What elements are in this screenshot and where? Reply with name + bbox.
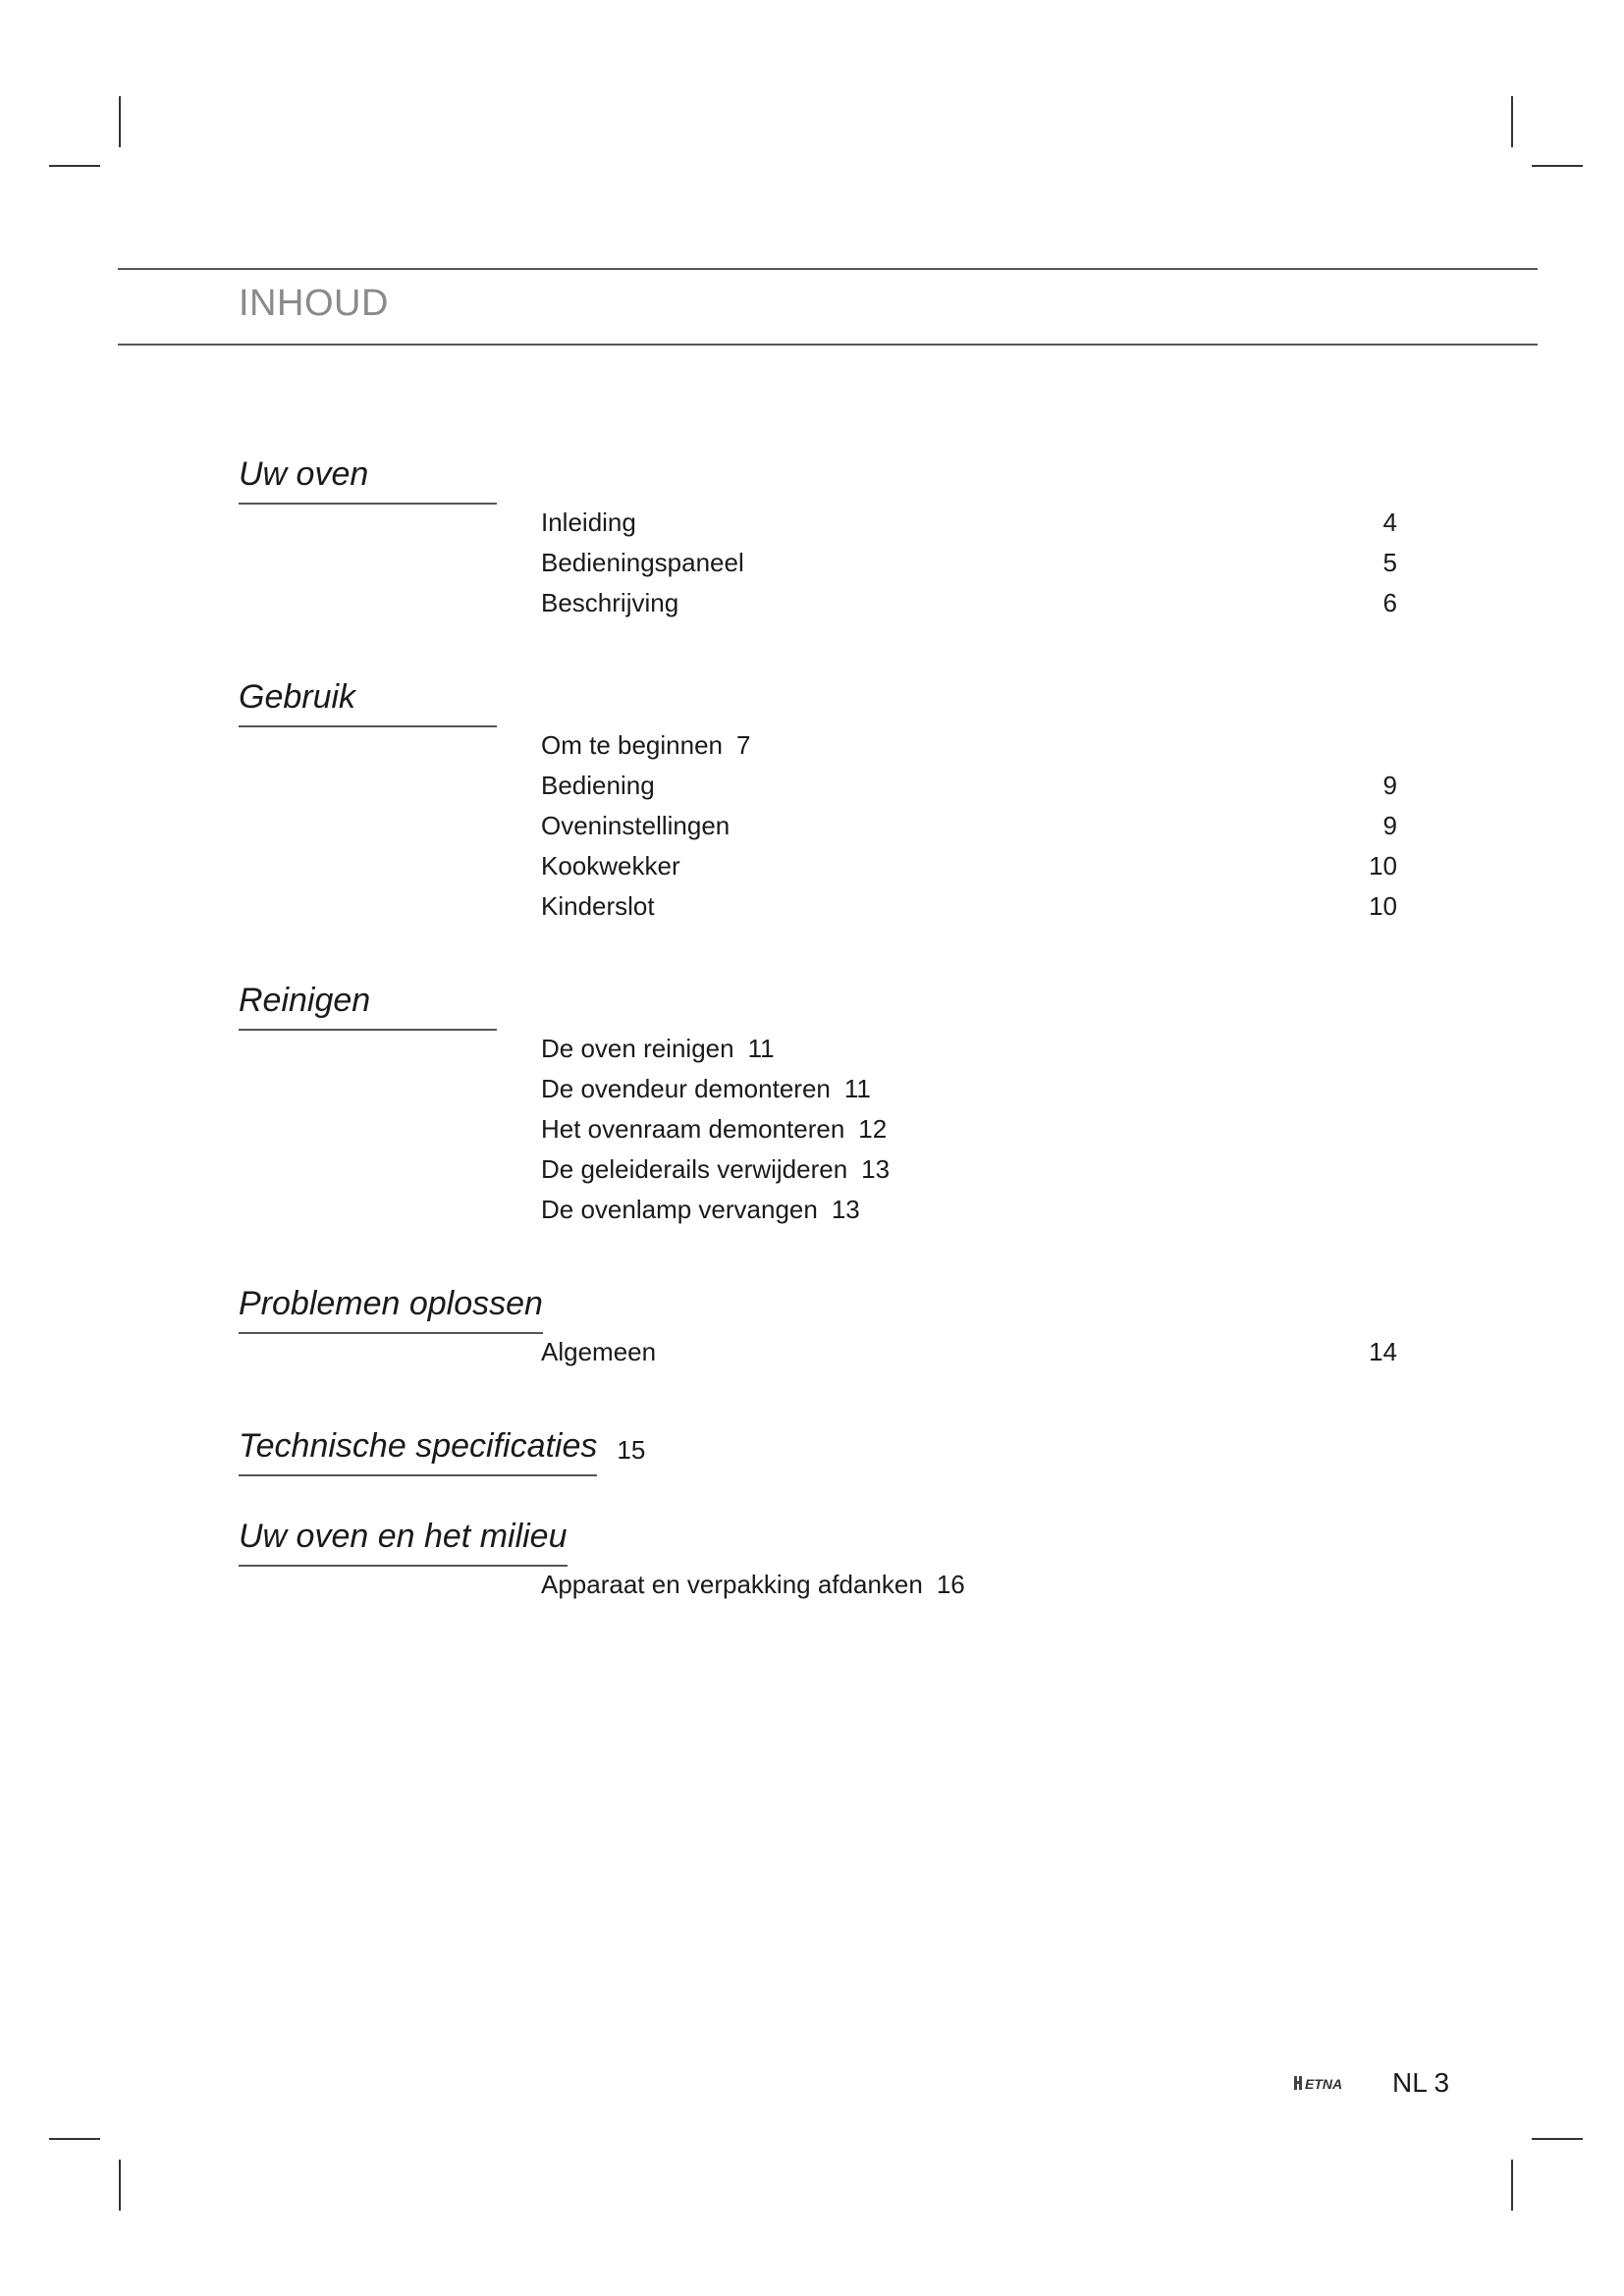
toc-entry-page: 6: [1382, 588, 1397, 617]
toc-entry[interactable]: [541, 503, 1397, 543]
toc-entry-label: Inleiding: [541, 507, 636, 537]
toc-entry-label: De ovendeur demonteren: [541, 1074, 831, 1103]
toc-entry-page: 9: [1382, 811, 1397, 840]
toc-section: [239, 1516, 1397, 1605]
toc-entry[interactable]: [541, 1190, 1397, 1230]
toc-entry-page: 9: [1382, 771, 1397, 800]
table-of-contents: [239, 454, 1397, 1658]
toc-entry-page: 11: [843, 1074, 871, 1103]
toc-section-title[interactable]: Reinigen: [239, 980, 497, 1031]
toc-entry[interactable]: [541, 1565, 1397, 1605]
toc-entry[interactable]: [541, 766, 1397, 806]
toc-entry-label: Bedieningspaneel: [541, 548, 744, 577]
toc-section-title[interactable]: Uw oven: [239, 454, 497, 505]
toc-entry-page: 5: [1382, 548, 1397, 577]
toc-entry-list: [541, 1565, 1397, 1605]
toc-entry-list: [541, 725, 1397, 927]
header-rule-bottom: [118, 344, 1538, 346]
toc-section-page: 15: [617, 1435, 646, 1465]
toc-entry-label: Kinderslot: [541, 891, 655, 921]
toc-entry-label: Kookwekker: [541, 851, 680, 881]
crop-mark-bottom-right-vertical: [1511, 2160, 1513, 2211]
toc-entry-list: [541, 503, 1397, 623]
toc-entry-label: De oven reinigen: [541, 1034, 734, 1063]
crop-mark-bottom-left-vertical: [119, 2160, 121, 2211]
toc-entry-label: De geleiderails verwijderen: [541, 1154, 848, 1184]
toc-section: [239, 1425, 1397, 1476]
toc-entry-page: 13: [831, 1195, 860, 1224]
crop-mark-top-left-horizontal: [49, 165, 100, 167]
toc-entry[interactable]: [541, 1149, 1397, 1190]
toc-entry[interactable]: [541, 846, 1397, 886]
toc-entry[interactable]: [541, 806, 1397, 846]
toc-entry-list: [541, 1332, 1397, 1372]
toc-entry[interactable]: [541, 1332, 1397, 1372]
crop-mark-bottom-left-horizontal: [49, 2138, 100, 2140]
toc-entry[interactable]: [541, 1029, 1397, 1069]
toc-entry-label: Het ovenraam demonteren: [541, 1114, 845, 1144]
toc-entry-page: 10: [1369, 851, 1397, 881]
toc-entry-label: Om te beginnen: [541, 730, 724, 760]
svg-text:ETNA: ETNA: [1305, 2076, 1343, 2092]
toc-entry[interactable]: [541, 543, 1397, 583]
toc-entry-label: Algemeen: [541, 1337, 657, 1366]
toc-entry-page: 13: [861, 1154, 891, 1184]
toc-section-title[interactable]: Technische specificaties: [239, 1425, 597, 1476]
toc-section-title[interactable]: Gebruik: [239, 676, 497, 727]
header-rule-top: [118, 268, 1538, 270]
page-number: NL 3: [1392, 2067, 1450, 2098]
toc-entry-page: 10: [1369, 891, 1397, 921]
toc-entry-page: 14: [1369, 1337, 1397, 1366]
crop-mark-top-right-horizontal: [1532, 165, 1583, 167]
toc-entry-page: 7: [736, 730, 751, 760]
crop-mark-bottom-right-horizontal: [1532, 2138, 1583, 2140]
toc-entry-label: De ovenlamp vervangen: [541, 1195, 818, 1224]
toc-entry[interactable]: [541, 583, 1397, 623]
toc-entry-label: Apparaat en verpakking afdanken: [541, 1570, 923, 1599]
toc-entry-page: 16: [936, 1570, 965, 1599]
etna-logo: [1294, 2073, 1355, 2093]
toc-section-title[interactable]: Problemen oplossen: [239, 1283, 543, 1334]
toc-entry-label: Bediening: [541, 771, 655, 800]
toc-section: [239, 1283, 1397, 1372]
toc-entry-label: Beschrijving: [541, 588, 679, 617]
toc-entry-page: 11: [747, 1034, 775, 1063]
toc-section: [239, 676, 1397, 927]
toc-entry-label: Oveninstellingen: [541, 811, 731, 840]
toc-entry[interactable]: [541, 1069, 1397, 1109]
toc-entry-list: [541, 1029, 1397, 1230]
toc-entry-page: 4: [1382, 507, 1397, 537]
toc-entry[interactable]: [541, 725, 1397, 766]
toc-section: [239, 454, 1397, 623]
toc-entry[interactable]: [541, 886, 1397, 927]
crop-mark-top-left-vertical: [119, 96, 121, 147]
toc-entry-page: 12: [858, 1114, 888, 1144]
page-title: INHOUD: [239, 283, 389, 324]
toc-section: [239, 980, 1397, 1230]
crop-mark-top-right-vertical: [1511, 96, 1513, 147]
toc-section-title[interactable]: Uw oven en het milieu: [239, 1516, 568, 1567]
toc-entry[interactable]: [541, 1109, 1397, 1149]
